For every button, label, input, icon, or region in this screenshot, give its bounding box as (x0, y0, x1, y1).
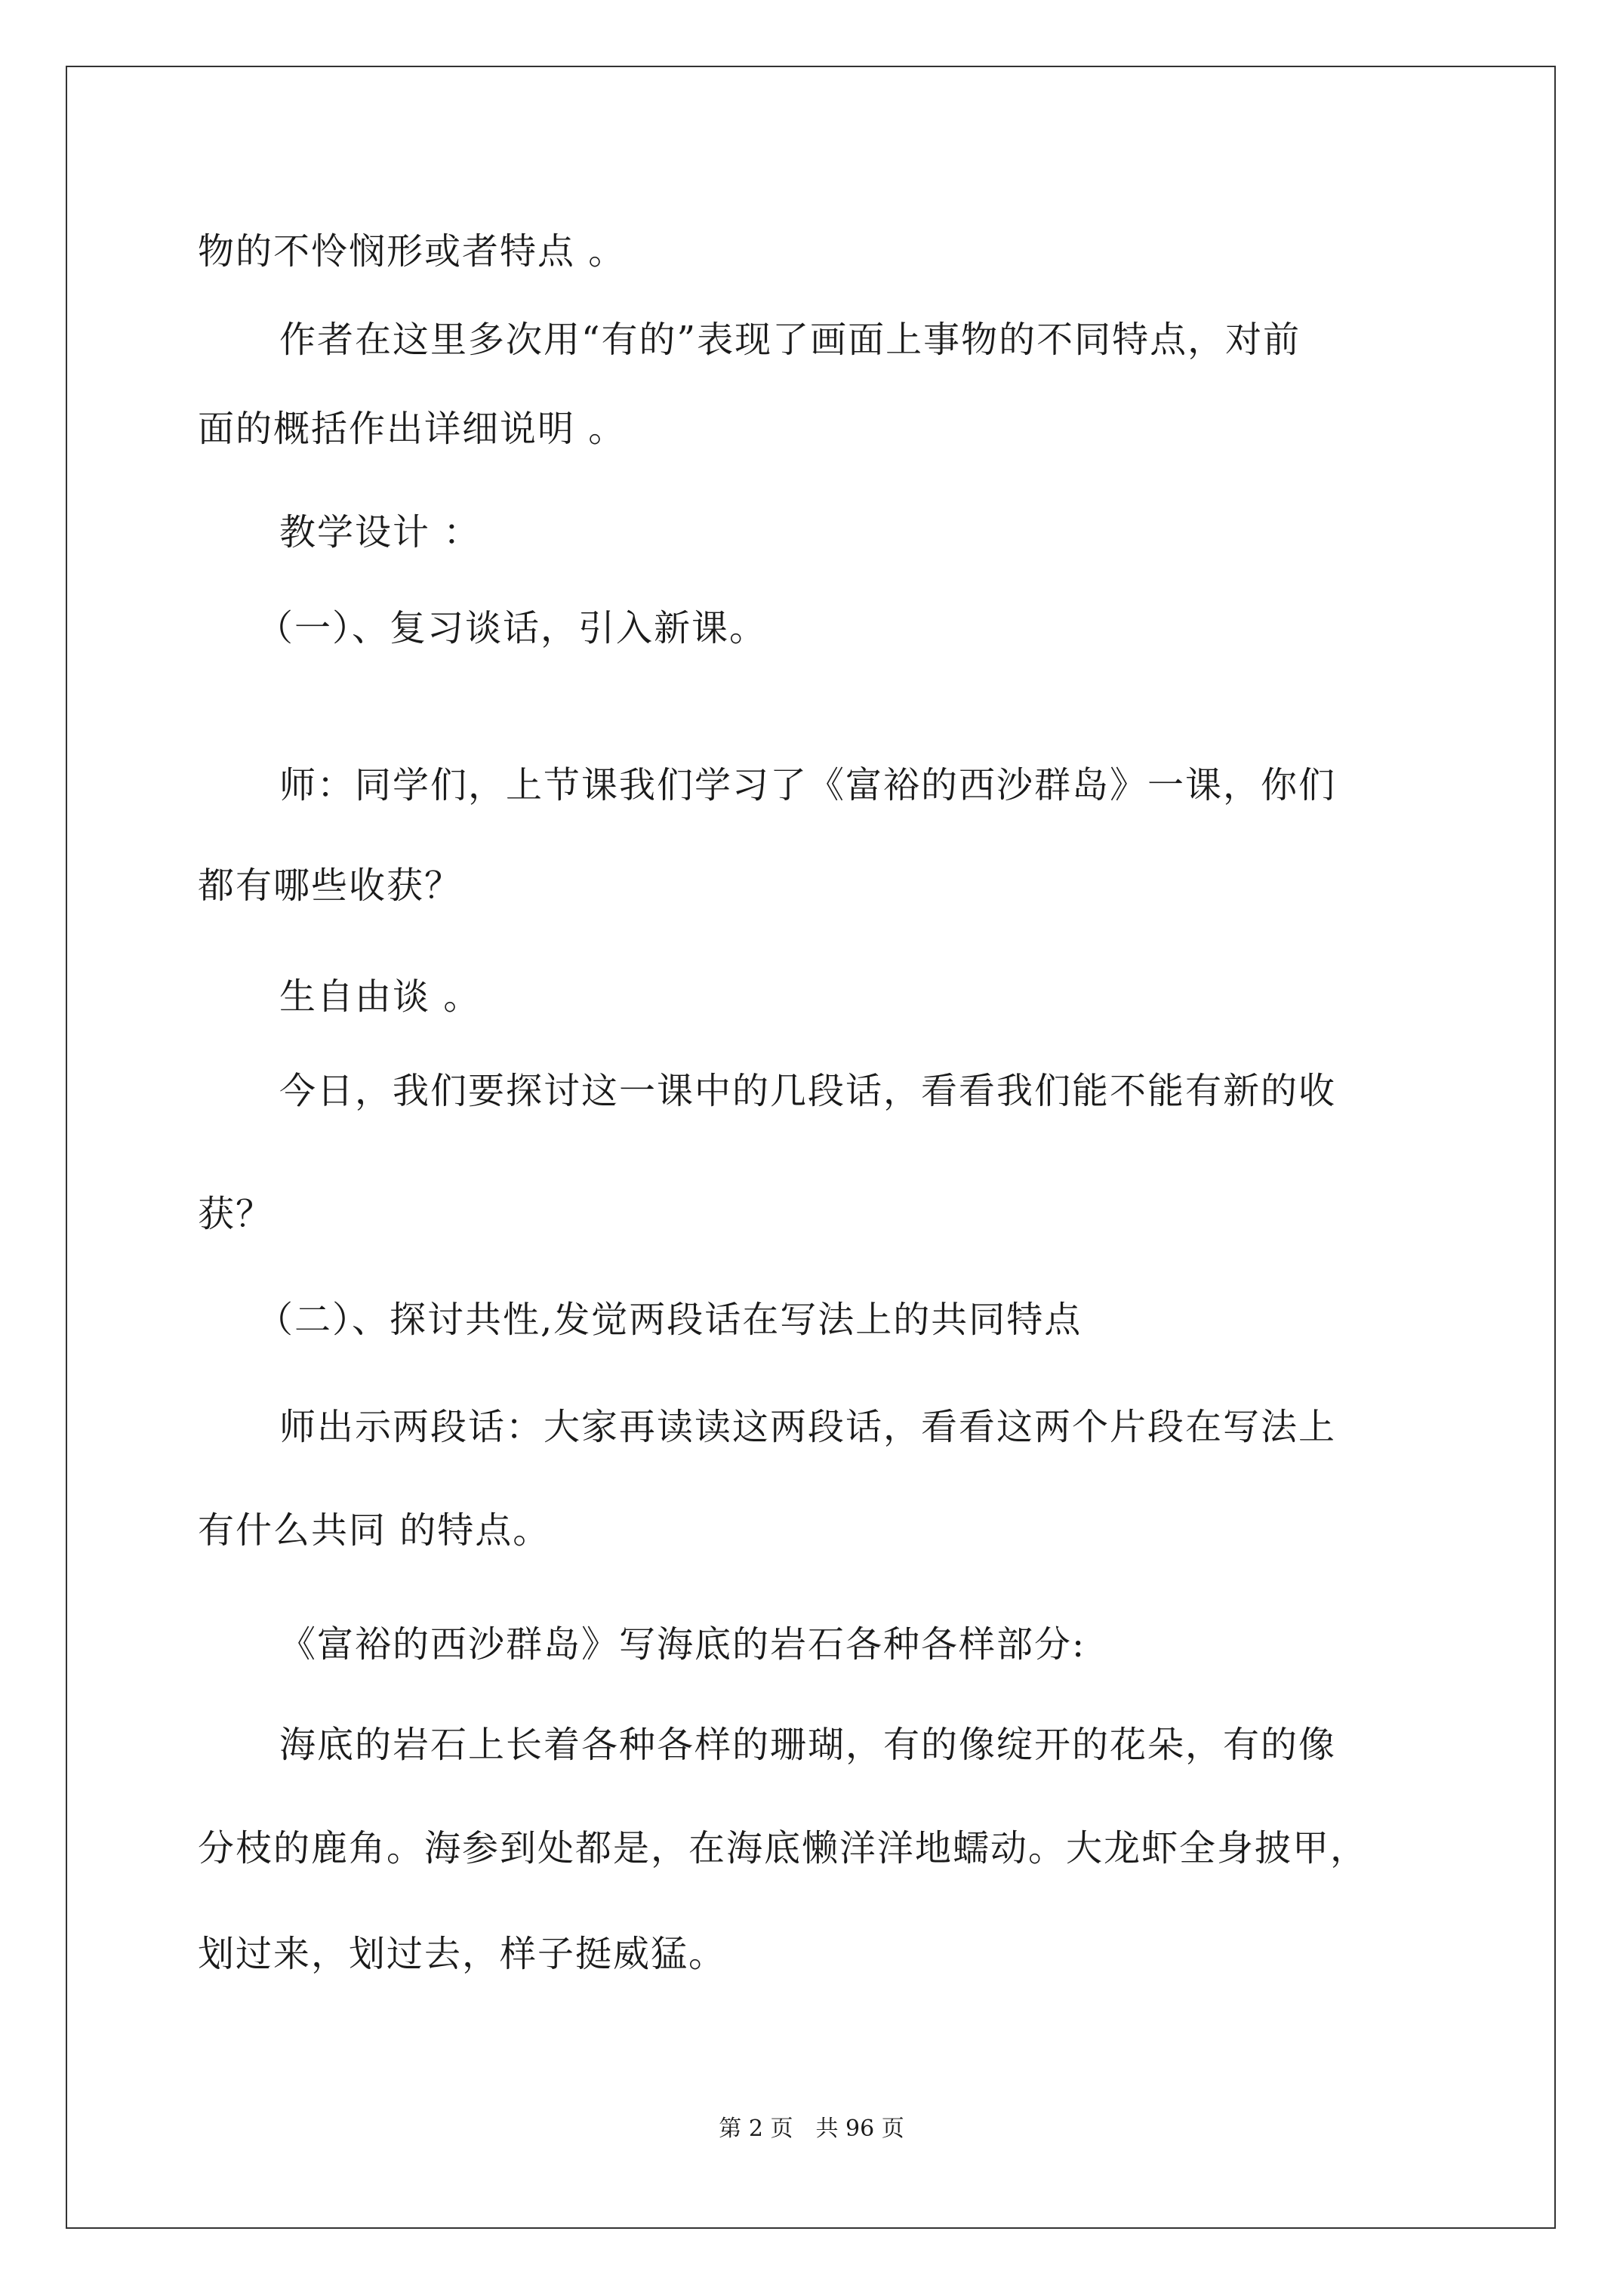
body-line: 有什么共同 的特点。 (198, 1509, 551, 1552)
page-footer: 第 2 页 共 96 页 (719, 2116, 904, 2142)
body-line: 教学设计 ： (279, 511, 482, 553)
body-line: 《富裕的西沙群岛》写海底的岩石各种各样部分: (279, 1623, 1086, 1666)
body-line: 今日，我们要探讨这一课中的几段话，看看我们能不能有新的收 (279, 1070, 1337, 1112)
body-line: 都有哪些收获？ (198, 864, 463, 907)
body-line: 分枝的鹿角。海参到处都是，在海底懒洋洋地蠕动。大龙虾全身披甲， (198, 1827, 1369, 1869)
body-line: 师：同学们，上节课我们学习了《富裕的西沙群岛》一课，你们 (279, 764, 1337, 806)
body-line: 物的不怜悯形或者特点 。 (198, 230, 627, 273)
body-line: 作者在这里多次用“有的”表现了画面上事物的不同特点，对前 (279, 319, 1301, 361)
body-line: （二）、探讨共性,发觉两段话在写法上的共同特点 (257, 1299, 1083, 1341)
body-line: 划过来，划过去，样子挺威猛。 (198, 1933, 727, 1975)
body-line: 获？ (198, 1193, 274, 1235)
page-border (66, 66, 1556, 2229)
body-line: （一）、复习谈话，引入新课。 (257, 607, 768, 649)
body-line: 生自由谈 。 (279, 975, 482, 1018)
body-line: 面的概括作出详细说明 。 (198, 408, 627, 450)
body-line: 师出示两段话：大家再读读这两段话，看看这两个片段在写法上 (279, 1406, 1337, 1448)
body-line: 海底的岩石上长着各种各样的珊瑚，有的像绽开的花朵，有的像 (279, 1724, 1337, 1766)
